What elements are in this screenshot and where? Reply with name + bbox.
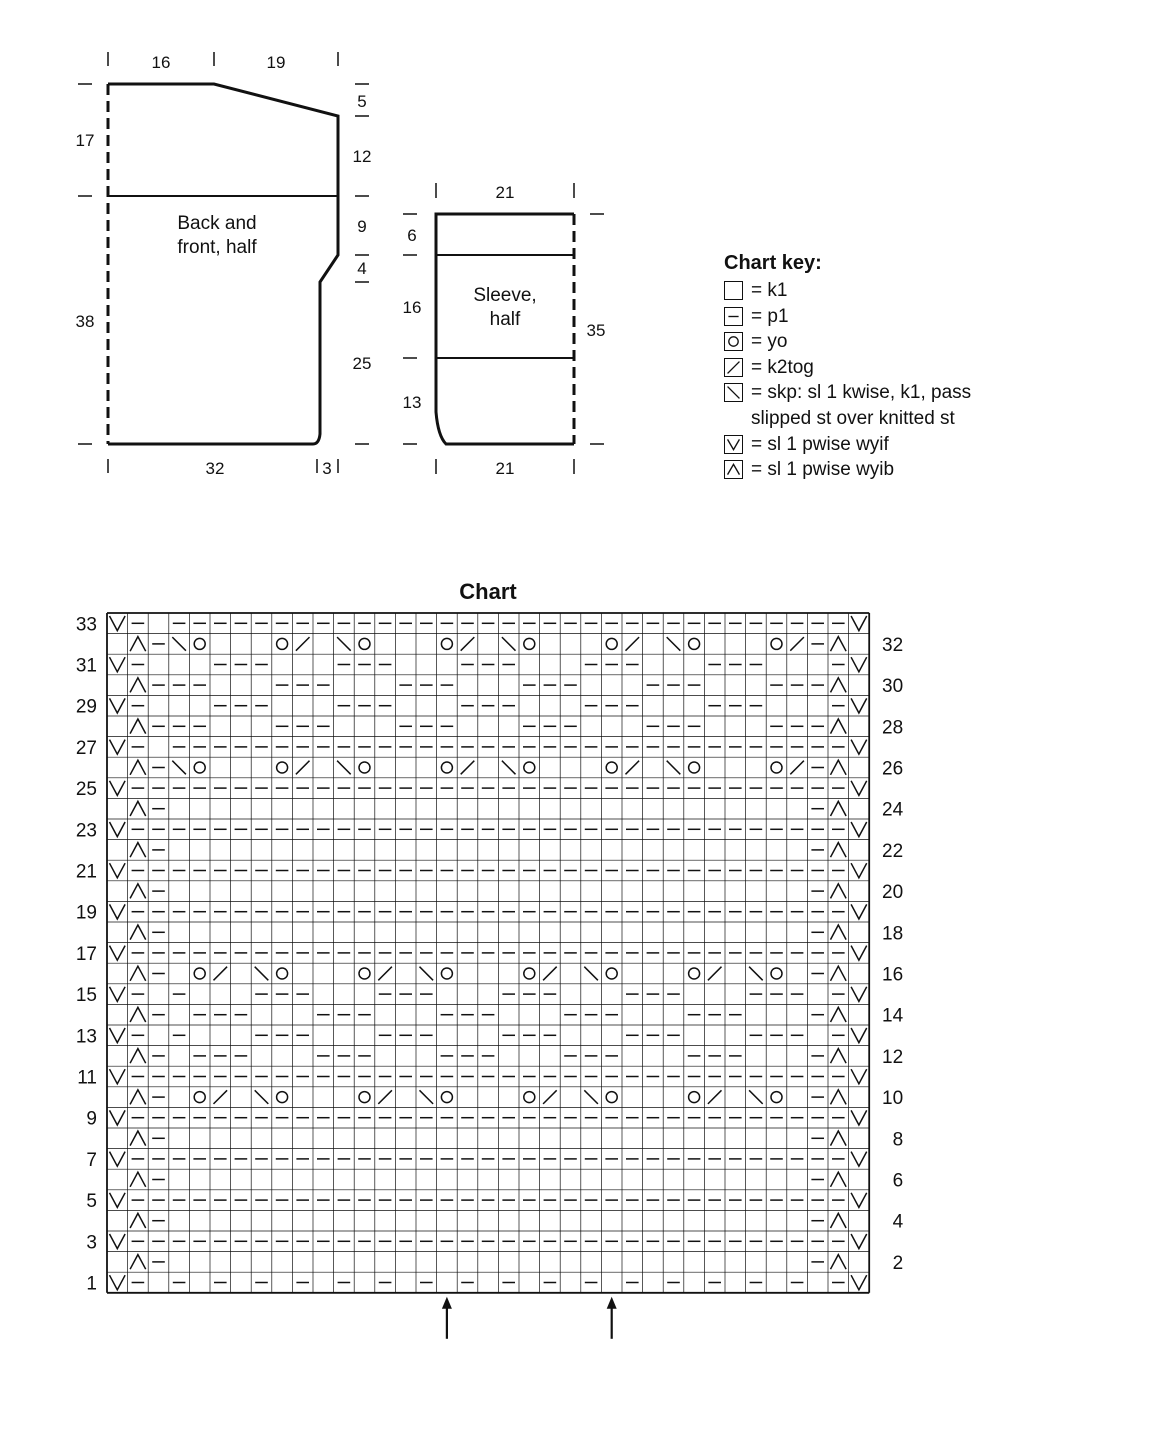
chart-key-title: Chart key: [724,252,822,274]
row-label-right: 28 [882,717,904,739]
slip-wyif-cell [110,781,126,796]
row-label-left: 21 [75,861,97,883]
slip-wyib-cell [130,1213,146,1228]
slash-square-icon [724,358,743,377]
yarn-over-cell [359,1092,370,1103]
chart-cells [110,616,867,1290]
row-label-right: 32 [882,634,904,656]
row-label-right: 10 [882,1088,904,1110]
sleeve-width-bottom: 21 [495,459,515,478]
slip-wyif-cell [110,987,126,1002]
knitting-chart [0,570,940,1360]
slip-wyif-cell [110,1234,126,1249]
slip-wyif-cell [851,657,867,672]
yarn-over-cell [194,1092,205,1103]
k2tog-cell [214,1090,228,1104]
slip-wyib-cell [831,719,847,734]
sleeve-height-left-1: 6 [407,226,417,245]
k2tog-cell [626,761,640,775]
row-label-left: 25 [75,779,97,801]
yarn-over-cell [606,762,617,773]
body-height-right-5: 25 [352,354,372,373]
yarn-over-cell [194,762,205,773]
k2tog-cell [790,761,804,775]
k2tog-cell [543,1090,557,1104]
k2tog-cell [790,637,804,651]
slip-wyib-cell [831,637,847,652]
skp-cell [667,637,681,651]
body-height-left-1: 17 [75,131,95,150]
slip-wyib-cell [831,1255,847,1270]
key-item-sl-wyif [724,432,1044,458]
yarn-over-cell [524,1092,535,1103]
yarn-over-cell [771,638,782,649]
slip-wyif-cell [851,781,867,796]
row-label-left: 11 [77,1067,97,1089]
sleeve-height-right: 35 [586,321,606,340]
row-label-left: 5 [86,1191,97,1213]
row-label-left: 3 [86,1232,97,1254]
skp-cell [749,1090,763,1104]
yarn-over-cell [277,638,288,649]
key-text: = k2tog [751,356,814,378]
circle-square-icon [724,332,743,351]
slip-wyib-cell [130,925,146,940]
row-label-right: 12 [882,1046,904,1068]
row-label-left: 23 [75,820,97,842]
k2tog-cell [543,967,557,981]
yarn-over-cell [524,762,535,773]
empty-square-icon [724,281,743,300]
k2tog-cell [214,967,228,981]
slip-wyif-cell [110,616,126,631]
slip-wyif-cell [110,1152,126,1167]
skp-cell [420,967,434,981]
body-height-right-2: 12 [352,147,372,166]
slip-wyif-cell [110,657,126,672]
slip-wyib-cell [130,843,146,858]
key-item-skp [724,380,1044,431]
caret-square-icon [724,460,743,479]
v-square-icon [724,435,743,454]
chart-key [724,252,1044,483]
row-label-left: 9 [86,1108,97,1130]
row-label-left: 29 [75,696,97,718]
row-label-right: 4 [892,1211,904,1233]
row-label-right: 24 [882,799,904,821]
yarn-over-cell [606,638,617,649]
yarn-over-cell [194,968,205,979]
yarn-over-cell [524,638,535,649]
sleeve-width-top: 21 [495,183,515,202]
k2tog-cell [296,637,310,651]
yarn-over-cell [771,1092,782,1103]
skp-cell [667,761,681,775]
yarn-over-cell [441,968,452,979]
yarn-over-cell [277,1092,288,1103]
skp-cell [255,1090,269,1104]
row-label-right: 16 [882,964,904,986]
slip-wyif-cell [110,1110,126,1125]
skp-cell [420,1090,434,1104]
slip-wyif-cell [110,946,126,961]
slip-wyif-cell [851,616,867,631]
slip-wyib-cell [831,1213,847,1228]
slip-wyif-cell [110,1028,126,1043]
yarn-over-cell [441,638,452,649]
slip-wyib-cell [831,1131,847,1146]
slip-wyif-cell [851,863,867,878]
body-width-bottom-1: 32 [205,459,225,478]
schematics-diagram [0,0,700,500]
chart-title: Chart [459,579,517,604]
key-item-k1 [724,278,1044,304]
yarn-over-cell [359,762,370,773]
key-text: = sl 1 pwise wyib [751,459,895,481]
k2tog-cell [708,1090,722,1104]
slip-wyif-cell [851,987,867,1002]
sleeve-label-line2: half [489,309,521,330]
row-label-right: 2 [892,1252,904,1274]
slip-wyib-cell [831,884,847,899]
k2tog-cell [708,967,722,981]
k2tog-cell [461,637,475,651]
skp-cell [172,761,186,775]
body-width-top-1: 16 [151,53,171,72]
slip-wyib-cell [831,801,847,816]
sleeve-height-left-3: 13 [402,393,422,412]
yarn-over-cell [359,638,370,649]
slip-wyif-cell [851,822,867,837]
skp-cell [172,637,186,651]
row-label-left: 33 [75,614,97,636]
yarn-over-cell [524,968,535,979]
chart-repeat-markers [442,1297,617,1339]
slip-wyif-cell [110,698,126,713]
row-label-right: 22 [882,840,904,862]
k2tog-cell [378,967,392,981]
sleeve-height-left-2: 16 [402,298,422,317]
skp-cell [749,967,763,981]
slip-wyif-cell [851,946,867,961]
yarn-over-cell [689,762,700,773]
slip-wyif-cell [851,1152,867,1167]
slip-wyib-cell [130,1255,146,1270]
slip-wyif-cell [851,1234,867,1249]
key-text: = k1 [751,280,788,301]
skp-cell [255,967,269,981]
k2tog-cell [378,1090,392,1104]
key-item-sl-wyib [724,457,1044,483]
slip-wyif-cell [851,740,867,755]
slip-wyib-cell [130,1131,146,1146]
up-arrow-icon [442,1297,452,1339]
slip-wyif-cell [851,1028,867,1043]
slip-wyif-cell [851,1193,867,1208]
slip-wyif-cell [110,1193,126,1208]
skp-cell [502,761,516,775]
k2tog-cell [296,761,310,775]
slip-wyif-cell [110,863,126,878]
body-height-right-1: 5 [357,92,367,111]
row-label-left: 17 [75,943,97,965]
slip-wyib-cell [831,1172,847,1187]
yarn-over-cell [689,638,700,649]
dash-square-icon [724,307,743,326]
yarn-over-cell [689,968,700,979]
slip-wyib-cell [831,1049,847,1064]
yarn-over-cell [771,968,782,979]
slip-wyif-cell [110,740,126,755]
yarn-over-cell [441,762,452,773]
yarn-over-cell [689,1092,700,1103]
slip-wyif-cell [851,698,867,713]
slip-wyib-cell [831,843,847,858]
skp-cell [584,1090,598,1104]
yarn-over-cell [359,968,370,979]
row-label-left: 27 [75,737,97,759]
slip-wyif-cell [110,904,126,919]
slip-wyib-cell [130,760,146,775]
slip-wyib-cell [831,966,847,981]
slip-wyib-cell [831,1007,847,1022]
k2tog-cell [626,637,640,651]
row-label-right: 18 [882,923,904,945]
yarn-over-cell [277,968,288,979]
slip-wyif-cell [110,822,126,837]
yarn-over-cell [771,762,782,773]
yarn-over-cell [277,762,288,773]
yarn-over-cell [606,968,617,979]
row-label-right: 20 [882,882,904,904]
slip-wyib-cell [130,1007,146,1022]
body-width-top-2: 19 [266,53,286,72]
body-label-line1: Back and [177,213,257,234]
slip-wyib-cell [130,678,146,693]
slip-wyib-cell [130,719,146,734]
body-height-left-2: 38 [75,312,95,331]
row-label-right: 8 [892,1129,904,1151]
skp-cell [337,761,351,775]
row-label-left: 15 [75,985,97,1007]
skp-cell [502,637,516,651]
key-text: = skp: sl 1 kwise, k1, pass slipped st over knitted st [751,382,972,429]
yarn-over-cell [606,1092,617,1103]
row-label-left: 31 [75,655,97,677]
row-label-left: 19 [75,902,97,924]
backslash-square-icon [724,383,743,402]
slip-wyib-cell [130,884,146,899]
k2tog-cell [461,761,475,775]
row-label-left: 13 [75,1026,97,1048]
slip-wyib-cell [130,1049,146,1064]
row-label-right: 26 [882,758,904,780]
slip-wyib-cell [831,1090,847,1105]
skp-cell [584,967,598,981]
key-item-k2tog [724,355,1044,381]
slip-wyib-cell [130,1172,146,1187]
slip-wyib-cell [831,678,847,693]
key-item-p1 [724,304,1044,330]
row-label-right: 30 [882,676,904,698]
slip-wyif-cell [851,1110,867,1125]
row-label-left: 1 [86,1273,97,1295]
body-height-right-4: 4 [357,259,367,278]
body-width-bottom-2: 3 [322,459,332,478]
row-label-left: 7 [86,1149,97,1171]
yarn-over-cell [441,1092,452,1103]
key-text: = sl 1 pwise wyif [751,433,889,455]
slip-wyib-cell [130,801,146,816]
row-label-right: 6 [892,1170,904,1192]
slip-wyif-cell [110,1275,126,1290]
slip-wyib-cell [831,760,847,775]
slip-wyif-cell [851,1069,867,1084]
body-label-line2: front, half [177,237,257,258]
yarn-over-cell [194,638,205,649]
up-arrow-icon [607,1297,617,1339]
slip-wyif-cell [110,1069,126,1084]
slip-wyif-cell [851,904,867,919]
slip-wyib-cell [130,966,146,981]
skp-cell [337,637,351,651]
sleeve-label-line1: Sleeve, [473,285,537,306]
key-text: = yo [751,331,788,353]
slip-wyib-cell [831,925,847,940]
body-height-right-3: 9 [357,217,367,236]
row-label-right: 14 [882,1005,904,1027]
slip-wyib-cell [130,637,146,652]
slip-wyif-cell [851,1275,867,1290]
key-text: = p1 [751,305,789,327]
body-outline [108,84,338,444]
slip-wyib-cell [130,1090,146,1105]
key-item-yo [724,329,1044,355]
